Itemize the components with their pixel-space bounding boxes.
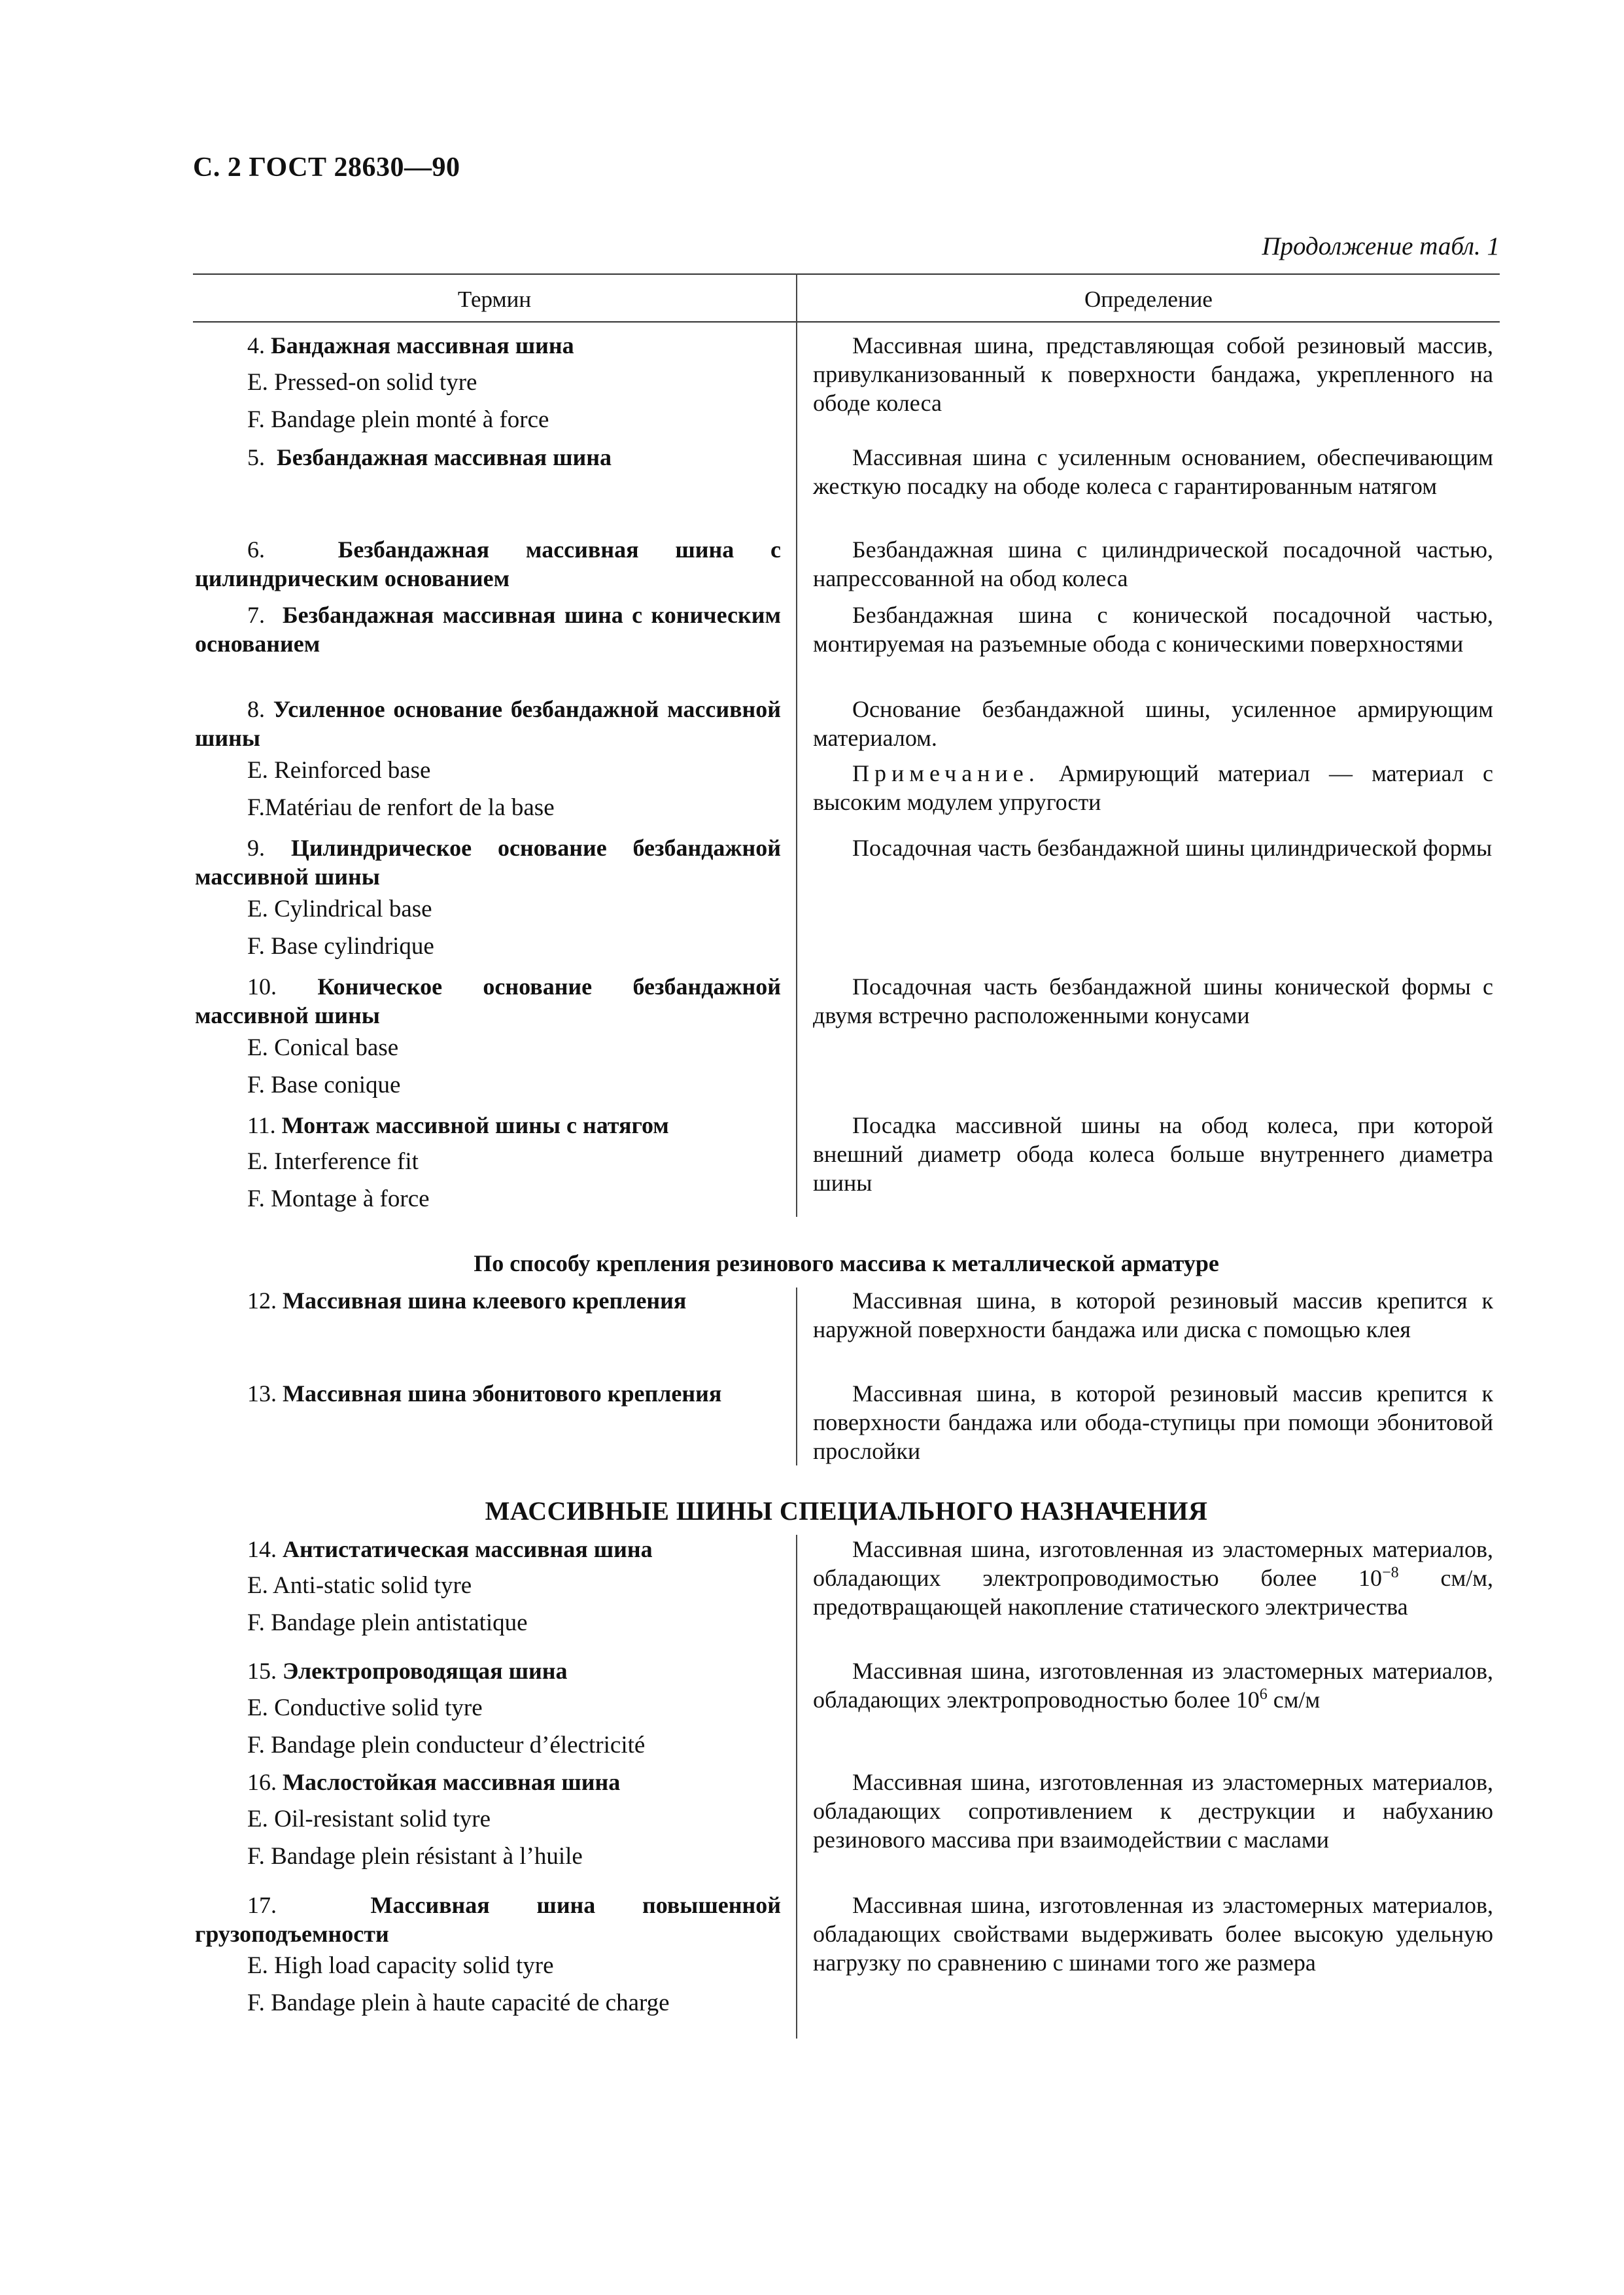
term-16-definition: Массивная шина, изготовленная из эластомерных материалов, обладающих сопротивлением к деструкции и набуханию резинового массива при взаимодействии с маслами — [813, 1769, 1493, 1853]
term-10-english: E. Conical base — [247, 1034, 399, 1061]
term-13-title: 13. Массивная шина эбонитового крепления — [247, 1380, 722, 1407]
term-17-title: 17. Массивная шина повышенной грузоподъемности — [195, 1892, 781, 1947]
term-14-french: F. Bandage plein antistatique — [247, 1609, 528, 1636]
term-15-english: E. Conductive solid tyre — [247, 1694, 483, 1721]
term-8-title: 8. Усиленное основание безбандажной массивной шины — [195, 696, 781, 751]
term-4-title: 4. Бандажная массивная шина — [247, 332, 574, 359]
term-6-definition: Безбандажная шина с цилиндрической посадочной частью, напрессованной на обод колеса — [813, 536, 1493, 591]
term-14-definition: Массивная шина, изготовленная из эластомерных материалов, обладающих электропроводимостью более $10^{-8}$ см/м, предотвращающей накопление статического электричества — [813, 1536, 1494, 1620]
table-header-rule — [193, 321, 1500, 323]
term-8-french: F.Matériau de renfort de la base — [247, 794, 555, 821]
term-11-definition: Посадка массивной шины на обод колеса, при которой внешний диаметр обода колеса больше внутреннего диаметра шины — [813, 1112, 1493, 1196]
term-5-title: 5. Безбандажная массивная шина — [247, 444, 612, 470]
term-16-english: E. Oil-resistant solid tyre — [247, 1806, 491, 1832]
page-header: С. 2 ГОСТ 28630—90 — [193, 152, 460, 183]
term-9-french: F. Base cylindrique — [247, 933, 434, 960]
term-4-definition: Массивная шина, представляющая собой резиновый массив, привулканизованный к поверхности бандажа, укрепленного на ободе колеса — [813, 332, 1493, 416]
term-8-definition: Основание безбандажной шины, усиленное армирующим материалом. — [813, 696, 1493, 751]
term-4-french: F. Bandage plein monté à force — [247, 406, 549, 433]
term-13-definition: Массивная шина, в которой резиновый массив крепится к поверхности бандажа или обода-ступицы при помощи эбонитовой прослойки — [813, 1380, 1493, 1464]
section-heading-fixing-method: По способу крепления резинового массива к металлической арматуре — [474, 1250, 1219, 1276]
column-divider — [796, 1535, 797, 2039]
term-12-definition: Массивная шина, в которой резиновый массив крепится к наружной поверхности бандажа или диска с помощью клея — [813, 1288, 1493, 1342]
column-header-definition: Определение — [1084, 287, 1213, 312]
term-10-french: F. Base conique — [247, 1072, 401, 1098]
term-6-title: 6. Безбандажная массивная шина с цилиндрическим основанием — [195, 536, 781, 591]
column-header-term: Термин — [457, 287, 532, 312]
term-8-note: Примечание. Армирующий материал — материал с высоким модулем упругости — [813, 760, 1493, 815]
term-11-title: 11. Монтаж массивной шины с натягом — [247, 1112, 669, 1138]
term-17-english: E. High load capacity solid tyre — [247, 1952, 554, 1979]
section-heading-special-purpose: МАССИВНЫЕ ШИНЫ СПЕЦИАЛЬНОГО НАЗНАЧЕНИЯ — [485, 1496, 1208, 1526]
term-14-english: E. Anti-static solid tyre — [247, 1572, 472, 1599]
term-16-title: 16. Маслостойкая массивная шина — [247, 1769, 621, 1795]
term-17-definition: Массивная шина, изготовленная из эластомерных материалов, обладающих свойствами выдерживать более высокую удельную нагрузку по сравнению с шинами того же размера — [813, 1892, 1493, 1976]
term-11-french: F. Montage à force — [247, 1185, 430, 1212]
term-10-title: 10. Коническое основание безбандажной массивной шины — [195, 973, 782, 1028]
term-9-definition: Посадочная часть безбандажной шины цилиндрической формы — [852, 835, 1493, 861]
term-15-title: 15. Электропроводящая шина — [247, 1658, 568, 1684]
term-15-french: F. Bandage plein conducteur d’électricité — [247, 1732, 646, 1759]
term-12-title: 12. Массивная шина клеевого крепления — [247, 1288, 687, 1314]
column-divider — [796, 273, 797, 1217]
term-11-english: E. Interference fit — [247, 1148, 419, 1175]
term-16-french: F. Bandage plein résistant à l’huile — [247, 1843, 583, 1870]
term-10-definition: Посадочная часть безбандажной шины конической формы с двумя встречно расположенными конусами — [813, 973, 1493, 1028]
table-continuation-label: Продолжение табл. 1 — [1262, 232, 1500, 260]
term-5-definition: Массивная шина с усиленным основанием, обеспечивающим жесткую посадку на ободе колеса с гарантированным натягом — [813, 444, 1493, 499]
term-15-definition: Массивная шина, изготовленная из эластомерных материалов, обладающих электропроводностью более $10^6$ см/м — [813, 1658, 1493, 1713]
term-9-english: E. Cylindrical base — [247, 896, 432, 922]
table-top-rule — [193, 273, 1500, 275]
term-17-french: F. Bandage plein à haute capacité de charge — [247, 1989, 670, 2016]
term-7-title: 7. Безбандажная массивная шина с коническим основанием — [195, 602, 781, 657]
term-8-english: E. Reinforced base — [247, 757, 431, 784]
term-14-title: 14. Антистатическая массивная шина — [247, 1536, 653, 1562]
term-4-english: E. Pressed-on solid tyre — [247, 369, 477, 396]
column-divider — [796, 1288, 797, 1465]
term-9-title: 9. Цилиндрическое основание безбандажной массивной шины — [195, 835, 782, 890]
term-7-definition: Безбандажная шина с конической посадочной частью, монтируемая на разъемные обода с коническими поверхностями — [813, 602, 1493, 657]
